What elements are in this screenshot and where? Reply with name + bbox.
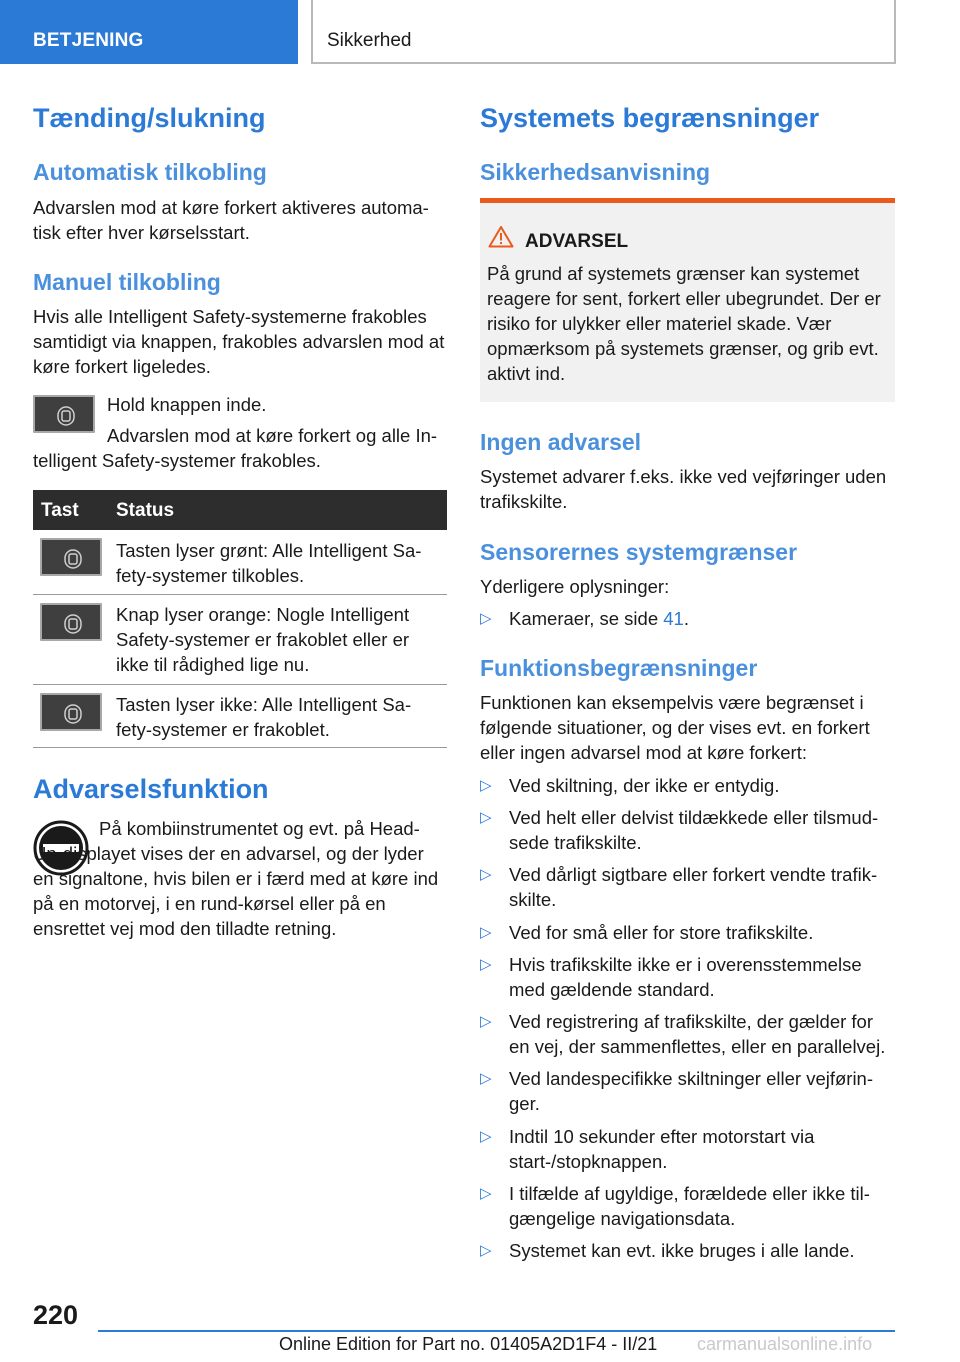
heading-no-warning: Ingen advarsel — [480, 429, 642, 455]
status-cell: Tasten lyser grønt: Alle Intelligent Sa-fety-systemer tilkobles. — [116, 540, 422, 586]
bullet-triangle-icon: ▷ — [480, 1185, 492, 1202]
heading-function-limits: Funktionsbegrænsninger — [480, 655, 758, 681]
bullet-triangle-icon: ▷ — [480, 924, 492, 941]
car-shield-icon — [64, 704, 82, 724]
bullet-triangle-icon: ▷ — [480, 610, 492, 627]
heading-safety-note: Sikkerhedsanvisning — [480, 159, 711, 185]
manual-connect-text: Hvis alle Intelligent Safety-systemerne frakobles samtidigt via knappen, frakobles advarslen mod at køre forkert ligeledes. — [33, 306, 445, 377]
page-number: 220 — [33, 1300, 79, 1330]
page-link[interactable]: 41 — [663, 608, 684, 629]
bullet-triangle-icon: ▷ — [480, 777, 492, 794]
hold-button-text: Hold knappen inde. — [107, 394, 267, 415]
heading-ignition: Tænding/slukning — [33, 103, 266, 133]
bullet-triangle-icon: ▷ — [480, 1013, 492, 1030]
warning-triangle-icon — [488, 225, 514, 248]
safety-button-icon — [40, 693, 102, 731]
heading-sensor-limits: Sensorernes systemgrænser — [480, 539, 798, 565]
bullet-triangle-icon: ▷ — [480, 1128, 492, 1145]
bullet-triangle-icon: ▷ — [480, 809, 492, 826]
table-header — [33, 490, 447, 530]
car-shield-icon — [64, 549, 82, 569]
warning-function-text: På kombiinstrumentet og evt. på Head-Up-displayet vises der en advarsel, og der lyder en signaltone, hvis bilen er i færd med at køre ind på en motorvej, i en rund-kørsel eller på en ensrettet vej mod den tilladte retning. — [33, 818, 439, 939]
row-divider — [33, 747, 447, 748]
row-divider — [33, 594, 447, 595]
safety-button-icon — [40, 538, 102, 576]
col-key: Tast — [41, 500, 79, 521]
bullet-triangle-icon: ▷ — [480, 956, 492, 973]
section-tab — [0, 0, 298, 64]
section-title: BETJENING — [33, 30, 144, 51]
footer-divider — [98, 1330, 895, 1332]
function-limits-text: Funktionen kan eksempelvis være begrænset i følgende situationer, og der vises evt. en forkert eller ingen advarsel mod at køre forkert: — [480, 692, 870, 763]
edition-text: Online Edition for Part no. 01405A2D1F4 - II/21 — [279, 1334, 658, 1354]
car-shield-icon — [64, 614, 82, 634]
chapter-tab — [311, 0, 896, 64]
warning-text: På grund af systemets grænser kan systemet reagere for sent, forkert eller ubegrundet. Der er risiko for ulykker eller materiel skade. Vær opmærksom på systemets grænser, og grib evt. aktivt ind. — [487, 263, 881, 384]
heading-warning-function: Advarselsfunktion — [33, 774, 269, 804]
heading-system-limits: Systemets begrænsninger — [480, 103, 820, 133]
row-divider — [33, 684, 447, 685]
heading-manual-connect: Manuel tilkobling — [33, 269, 221, 295]
status-cell: Knap lyser orange: Nogle Intelligent Safety-systemer er frakoblet eller er ikke til rådighed lige nu. — [116, 604, 410, 675]
col-status: Status — [116, 500, 175, 521]
bullet-triangle-icon: ▷ — [480, 866, 492, 883]
warning-box — [480, 198, 895, 402]
bullet-triangle-icon: ▷ — [480, 1242, 492, 1259]
watermark: carmanualsonline.info — [697, 1334, 873, 1354]
warning-title: ADVARSEL — [525, 231, 629, 252]
hold-result-text: Advarslen mod at køre forkert og alle In-telligent Safety-systemer frakobles. — [33, 425, 438, 471]
status-cell: Tasten lyser ikke: Alle Intelligent Sa-fety-systemer er frakoblet. — [116, 694, 412, 740]
auto-connect-text: Advarslen mod at køre forkert aktiveres automa-tisk efter hver kørselsstart. — [33, 197, 429, 243]
bullet-triangle-icon: ▷ — [480, 1070, 492, 1087]
sensor-text: Yderligere oplysninger: — [480, 576, 670, 597]
chapter-title: Sikkerhed — [327, 30, 412, 51]
no-warning-text: Systemet advarer f.eks. ikke ved vejføringer uden trafikskilte. — [480, 466, 887, 512]
heading-auto-connect: Automatisk tilkobling — [33, 159, 267, 185]
safety-button-icon — [40, 603, 102, 641]
